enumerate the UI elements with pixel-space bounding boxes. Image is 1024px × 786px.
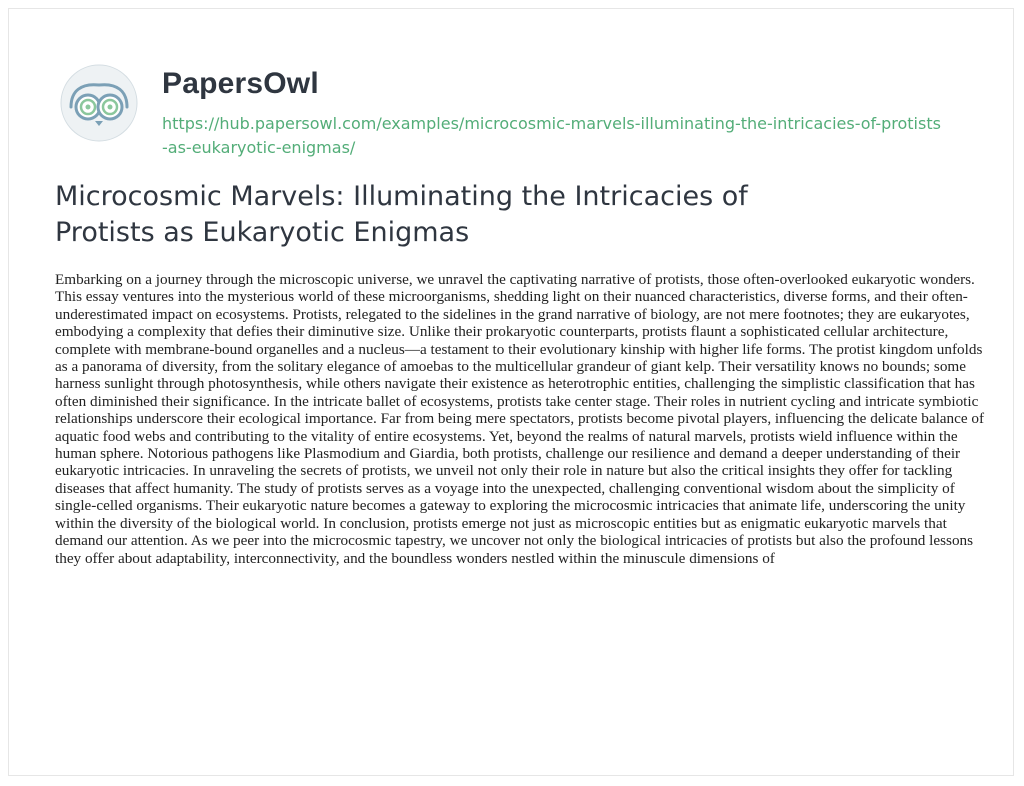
brand-name: PapersOwl: [162, 67, 319, 100]
owl-eyes-logo-icon: [59, 63, 139, 143]
source-url-link[interactable]: https://hub.papersowl.com/examples/microcosmic-marvels-illuminating-the-intricacies-of-protists-as-eukaryotic-enigmas/: [162, 114, 941, 157]
header: [59, 49, 959, 169]
article-title: Microcosmic Marvels: Illuminating the Intricacies of Protists as Eukaryotic Enigmas: [55, 181, 748, 248]
article-body: Embarking on a journey through the microscopic universe, we unravel the captivating narrative of protists, those often-overlooked eukaryotic wonders. This essay ventures into the mysterious world of these microorganisms, shedding light on their nuanced characteristics, diverse forms, and their often-underestimated impact on ecosystems. Protists, relegated to the sidelines in the grand narrative of biology, are not mere footnotes; they are eukaryotes, embodying a complexity that defies their diminutive size. Unlike their prokaryotic counterparts, protists flaunt a sophisticated cellular architecture, complete with membrane-bound organelles and a nucleus—a testament to their evolutionary kinship with higher life forms. The protist kingdom unfolds as a panorama of diversity, from the solitary elegance of amoebas to the multicellular grandeur of giant kelp. Their versatility knows no bounds; some harness sunlight through photosynthesis, while others navigate their existence as heterotrophic entities, challenging the simplistic classification that has often diminished their significance. In the intricate ballet of ecosystems, protists take center stage. Their roles in nutrient cycling and intricate symbiotic relationships underscore their ecological importance. Far from being mere spectators, protists become pivotal players, influencing the delicate balance of aquatic food webs and contributing to the vitality of entire ecosystems. Yet, beyond the realms of natural marvels, protists wield influence within the human sphere. Notorious pathogens like Plasmodium and Giardia, both protists, challenge our resilience and demand a deeper understanding of their eukaryotic intricacies. In unraveling the secrets of protists, we unveil not only their role in nature but also the critical insights they offer for tackling diseases that affect humanity. The study of protists serves as a voyage into the unexpected, challenging conventional wisdom about the simplicity of single-celled organisms. Their eukaryotic nature becomes a gateway to exploring the microcosmic intricacies that animate life, underscoring the unity within the diversity of the biological world. In conclusion, protists emerge not just as microscopic entities but as enigmatic eukaryotic marvels that demand our attention. As we peer into the microcosmic tapestry, we uncover not only the biological intricacies of protists but also the profound lessons they offer about adaptability, interconnectivity, and the boundless wonders nestled within the minuscule dimensions of: [55, 271, 985, 567]
page-frame: [8, 8, 1014, 776]
